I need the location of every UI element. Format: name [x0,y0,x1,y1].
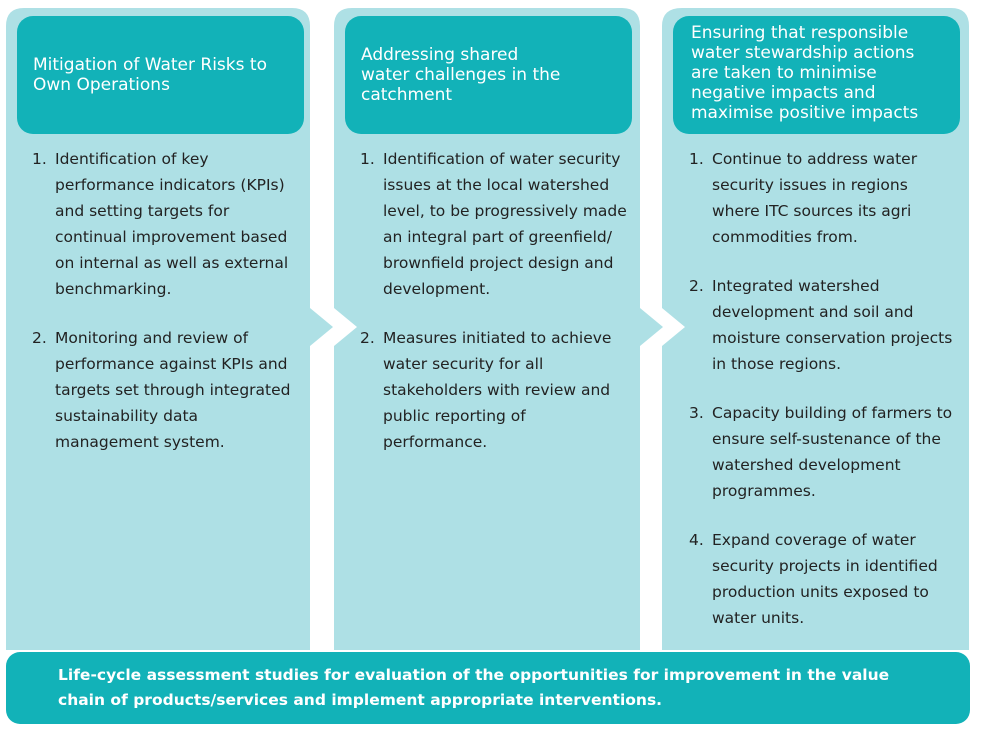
item-text: Measures initiated to achieve water security for all stakeholders with review and public reporting of performance. [383,329,612,451]
item-text: Expand coverage of water security projects in identified production units exposed to water units. [712,531,938,627]
item-text: Identification of key performance indicators (KPIs) and setting targets for continual improvement based on internal as well as external benchmarking. [55,150,289,298]
list-item [360,325,630,455]
item-text: Integrated watershed development and soil and moisture conservation projects in those regions. [712,277,953,373]
item-text: Continue to address water security issues in regions where ITC sources its agri commodities from. [712,150,918,246]
list-item [689,273,959,377]
item-number: 2. [360,329,375,347]
column-list-3 [689,146,959,654]
item-number: 2. [32,329,47,347]
list-item [689,400,959,504]
item-number: 2. [689,277,704,295]
item-number: 1. [689,150,704,168]
list-item [360,146,630,302]
list-item [32,325,294,455]
column-title-3: Ensuring that responsible water stewardship actions are taken to minimise negative impacts and maximise positive impacts [691,23,919,123]
column-list-2 [360,146,630,478]
item-number: 4. [689,531,704,549]
list-item [32,146,294,302]
item-text: Capacity building of farmers to ensure self-sustenance of the watershed development programmes. [712,404,953,500]
column-header-2 [345,16,632,134]
item-text: Monitoring and review of performance against KPIs and targets set through integrated sustainability data management system. [55,329,291,451]
column-header-3 [673,16,960,134]
column-header-1 [17,16,304,134]
list-item [689,146,959,250]
item-text: Identification of water security issues at the local watershed level, to be progressively made an integral part of greenfield/ brownfield project design and development. [383,150,627,298]
footer-banner [6,652,970,724]
footer-text: Life-cycle assessment studies for evaluation of the opportunities for improvement in the value chain of products/services and implement appropriate interventions. [58,666,890,709]
list-item [689,527,959,631]
item-number: 1. [32,150,47,168]
item-number: 1. [360,150,375,168]
item-number: 3. [689,404,704,422]
column-title-2: Addressing shared water challenges in the catchment [361,45,561,105]
column-list-1 [32,146,294,478]
column-title-1: Mitigation of Water Risks to Own Operations [33,55,267,95]
